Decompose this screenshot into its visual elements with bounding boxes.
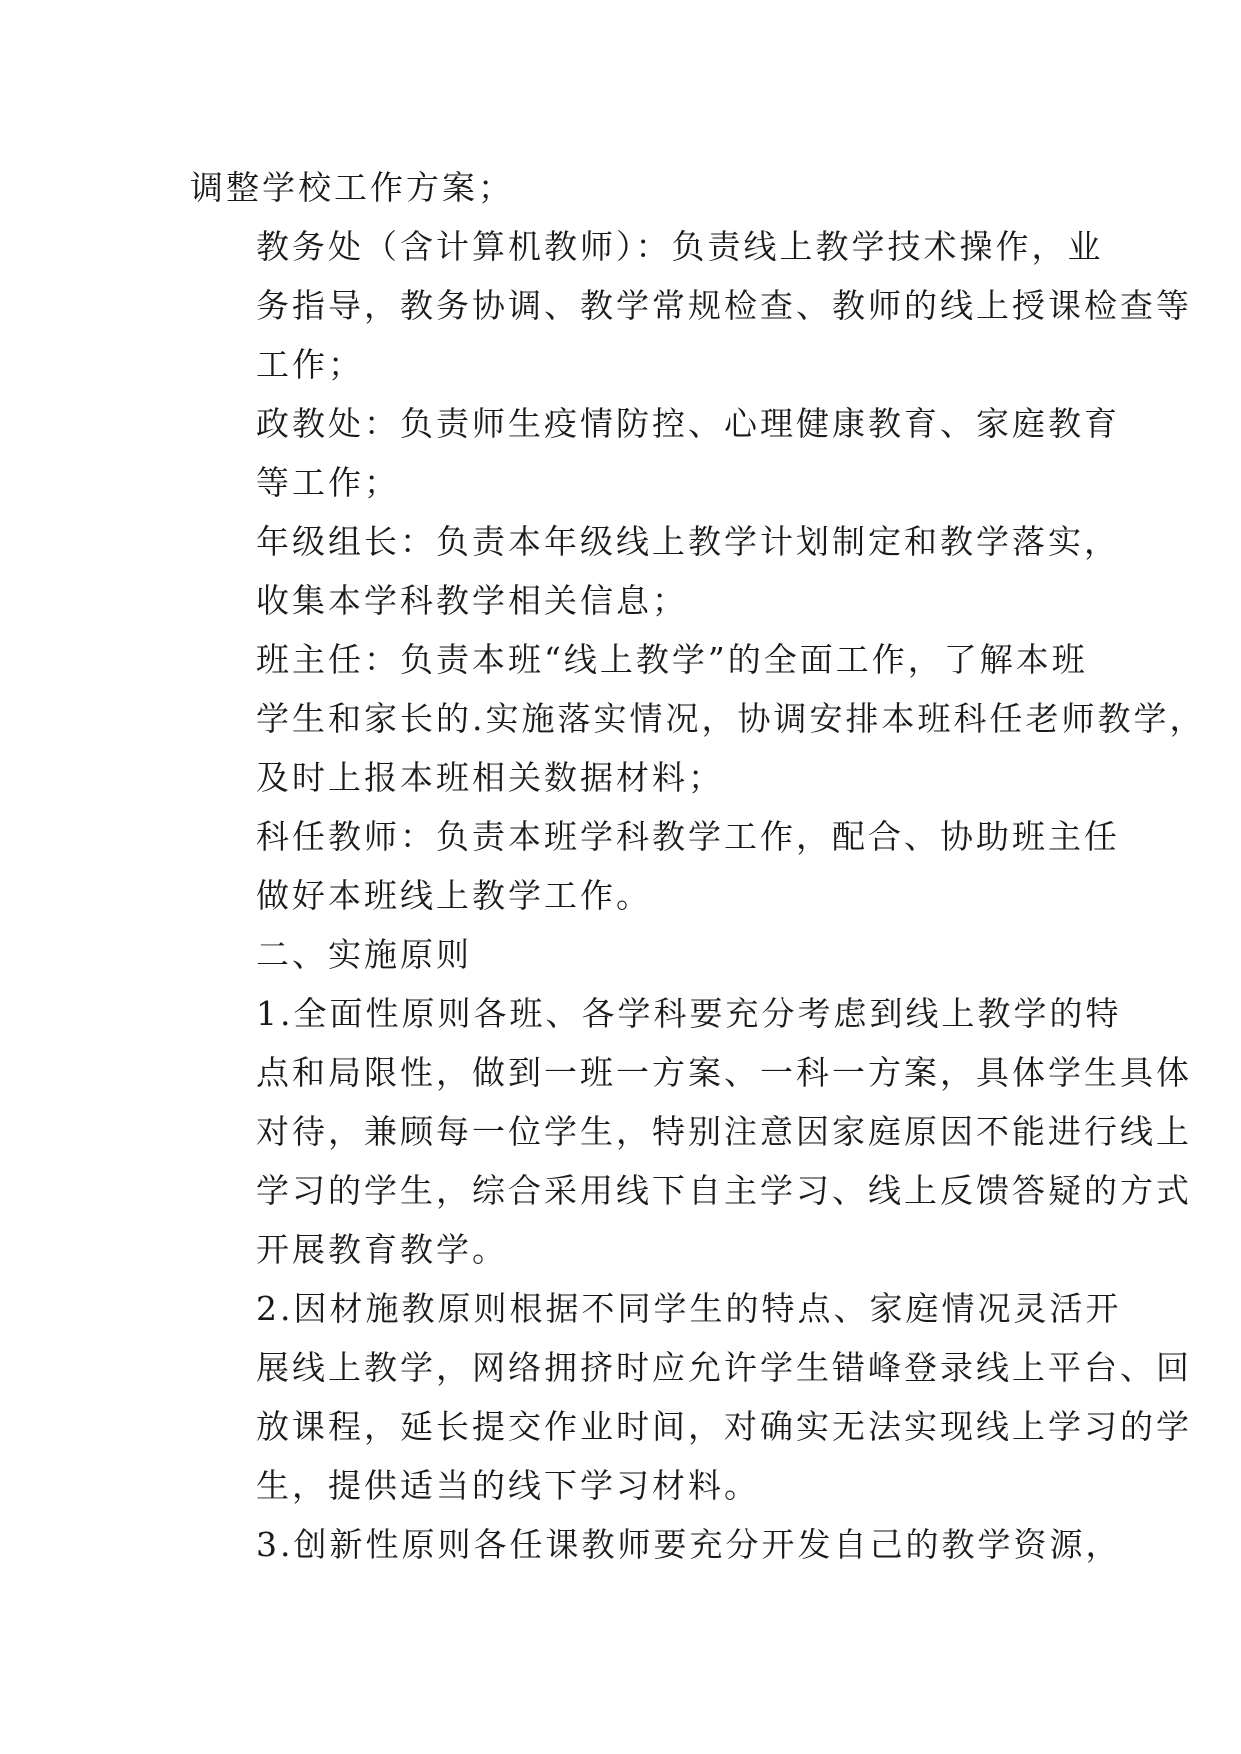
text-line: 及时上报本班相关数据材料； <box>256 758 724 797</box>
text-line: 2.因材施教原则根据不同学生的特点、家庭情况灵活开 <box>256 1289 1122 1328</box>
text-line: 放课程，延长提交作业时间，对确实无法实现线上学习的学 <box>256 1407 1192 1446</box>
paragraph-principle-1 <box>190 984 1192 1279</box>
text-line: 二、实施原则 <box>256 935 472 974</box>
text-line: 年级组长：负责本年级线上教学计划制定和教学落实， <box>256 522 1120 561</box>
text-line: 政教处：负责师生疫情防控、心理健康教育、家庭教育 <box>256 404 1120 443</box>
paragraph-principle-3 <box>190 1515 1122 1574</box>
paragraph-subject-teacher <box>190 807 1120 925</box>
paragraph-grade-leader <box>190 512 1120 630</box>
paragraph-head-teacher <box>190 630 1206 807</box>
text-line: 对待，兼顾每一位学生，特别注意因家庭原因不能进行线上 <box>256 1112 1192 1151</box>
text-line: 1.全面性原则各班、各学科要充分考虑到线上教学的特 <box>256 994 1122 1033</box>
text-line: 收集本学科教学相关信息； <box>256 581 688 620</box>
document-body <box>190 158 1206 1574</box>
text-line: 生，提供适当的线下学习材料。 <box>256 1466 760 1505</box>
text-line: 学生和家长的.实施落实情况，协调安排本班科任老师教学， <box>256 699 1206 738</box>
text-line: 展线上教学，网络拥挤时应允许学生错峰登录线上平台、回 <box>256 1348 1192 1387</box>
paragraph-continuation <box>190 158 1070 217</box>
paragraph-principle-2 <box>190 1279 1192 1515</box>
section-heading-implementation-principles <box>190 925 1070 984</box>
text-line: 做好本班线上教学工作。 <box>256 876 652 915</box>
text-line: 工作； <box>256 345 364 384</box>
text-line: 学习的学生，综合采用线下自主学习、线上反馈答疑的方式 <box>256 1171 1192 1210</box>
text-line: 开展教育教学。 <box>256 1230 508 1269</box>
text-line: 班主任：负责本班“线上教学”的全面工作，了解本班 <box>256 640 1088 679</box>
text-line: 调整学校工作方案； <box>190 168 514 207</box>
text-line: 务指导，教务协调、教学常规检查、教师的线上授课检查等 <box>256 286 1192 325</box>
text-line: 3.创新性原则各任课教师要充分开发自己的教学资源， <box>256 1525 1122 1564</box>
paragraph-political-education-office <box>190 394 1120 512</box>
paragraph-academic-affairs-office <box>190 217 1192 394</box>
text-line: 等工作； <box>256 463 400 502</box>
text-line: 教务处（含计算机教师）：负责线上教学技术操作，业 <box>256 227 1104 266</box>
text-line: 科任教师：负责本班学科教学工作，配合、协助班主任 <box>256 817 1120 856</box>
text-line: 点和局限性，做到一班一方案、一科一方案，具体学生具体 <box>256 1053 1192 1092</box>
